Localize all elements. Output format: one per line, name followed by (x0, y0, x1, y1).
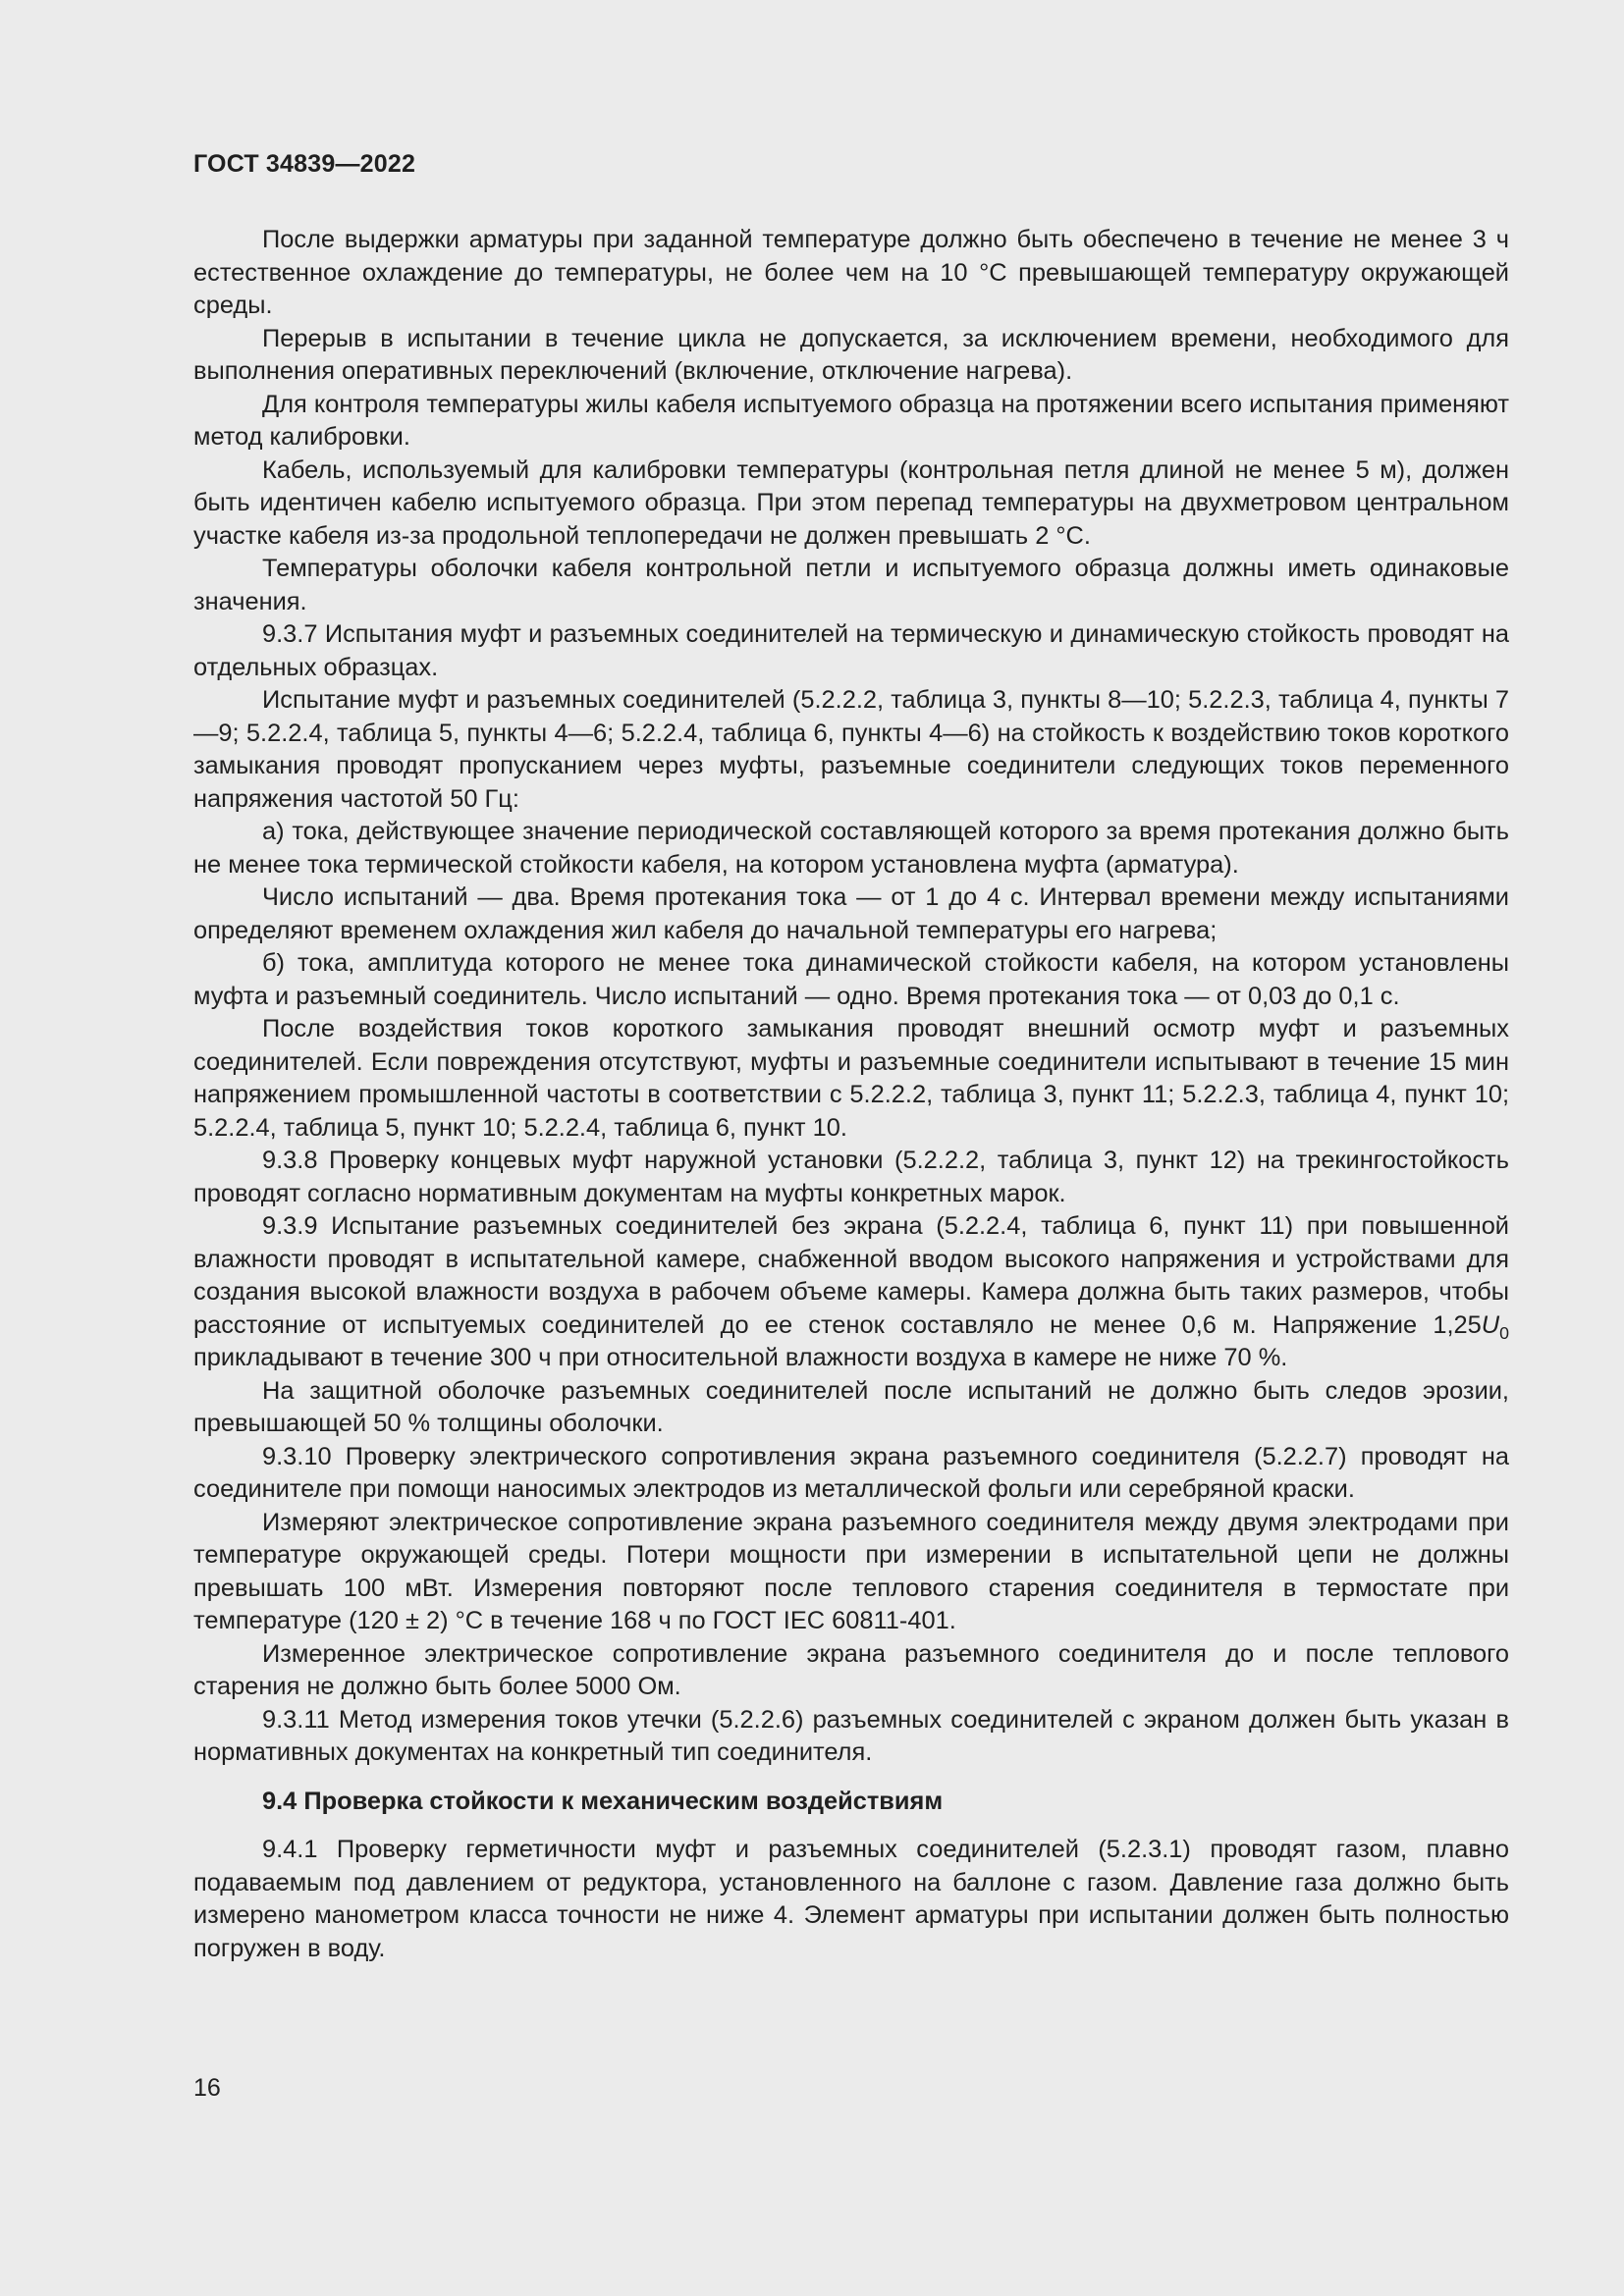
paragraph-resistance-limit: Измеренное электрическое сопротивление экрана разъемного соединителя до и после теплового старения не должно быть более 5000 Ом. (193, 1639, 1509, 1700)
paragraph-cooling: После выдержки арматуры при заданной температуре должно быть обеспечено в течение не менее 3 ч естественное охлаждение до температуры, не более чем на 10 °С превышающей температуру окружающей среды. (193, 226, 1509, 319)
paragraph-9-3-9-text-after: прикладывают в течение 300 ч при относительной влажности воздуха в камере не ниже 70 %. (193, 1344, 1288, 1371)
page-header-doc-code: ГОСТ 34839—2022 (193, 150, 416, 178)
paragraph-resistance-measurement: Измеряют электрическое сопротивление экрана разъемного соединителя между двумя электродами при температуре окружающей среды. Потери мощности при измерении в испытательной цепи не должны превышать 100 мВт. Измерения повторяют после теплового старения соединителя в термостате при температуре (120 ± 2) °С в течение 168 ч по ГОСТ IEC 60811-401. (193, 1508, 1509, 1634)
paragraph-9-3-7: 9.3.7 Испытания муфт и разъемных соединителей на термическую и динамическую стойкость проводят на отдельных образцах. (193, 620, 1509, 681)
paragraph-9-3-10: 9.3.10 Проверку электрического сопротивления экрана разъемного соединителя (5.2.2.7) проводят на соединителе при помощи наносимых электродов из металлической фольги или серебряной краски. (193, 1442, 1509, 1503)
voltage-symbol: U (1481, 1310, 1500, 1339)
paragraph-sheath-temperatures: Температуры оболочки кабеля контрольной петли и испытуемого образца должны иметь одинаковые значения. (193, 555, 1509, 615)
paragraph-short-circuit-test: Испытание муфт и разъемных соединителей (5.2.2.2, таблица 3, пункты 8—10; 5.2.2.3, таблица 4, пункты 7—9; 5.2.2.4, таблица 5, пункты 4—6; 5.2.2.4, таблица 6, пункты 4—6) на стойкость к воздействию токов короткого замыкания проводят пропусканием через муфты, разъемные соединители следующих токов переменного напряжения частотой 50 Гц: (193, 686, 1509, 813)
list-item-b: б) тока, амплитуда которого не менее тока динамической стойкости кабеля, на котором установлены муфта и разъемный соединитель. Число испытаний — одно. Время протекания тока — от 0,03 до 0,1 с. (193, 949, 1509, 1010)
document-body (193, 224, 1509, 1965)
page-number: 16 (193, 2074, 221, 2102)
voltage-subscript: 0 (1499, 1322, 1509, 1343)
paragraph-visual-inspection: После воздействия токов короткого замыкания проводят внешний осмотр муфт и разъемных соединителей. Если повреждения отсутствуют, муфты и разъемные соединители испытывают в течение 15 мин напряжением промышленной частоты в соответствии с 5.2.2.2, таблица 3, пункт 11; 5.2.2.3, таблица 4, пункт 10; 5.2.2.4, таблица 5, пункт 10; 5.2.2.4, таблица 6, пункт 10. (193, 1015, 1509, 1142)
paragraph-9-3-11: 9.3.11 Метод измерения токов утечки (5.2.2.6) разъемных соединителей с экраном должен быть указан в нормативных документах на конкретный тип соединителя. (193, 1705, 1509, 1766)
list-item-a: а) тока, действующее значение периодической составляющей которого за время протекания должно быть не менее тока термической стойкости кабеля, на котором установлена муфта (арматура). (193, 818, 1509, 879)
paragraph-test-count-two: Число испытаний — два. Время протекания тока — от 1 до 4 с. Интервал времени между испытаниями определяют временем охлаждения жил кабеля до начальной температуры его нагрева; (193, 883, 1509, 944)
paragraph-9-3-8: 9.3.8 Проверку концевых муфт наружной установки (5.2.2.2, таблица 3, пункт 12) на трекингостойкость проводят согласно нормативным документам на муфты конкретных марок. (193, 1147, 1509, 1207)
section-heading-9-4: 9.4 Проверка стойкости к механическим воздействиям (262, 1787, 944, 1815)
paragraph-temperature-control: Для контроля температуры жилы кабеля испытуемого образца на протяжении всего испытания применяют метод калибровки. (193, 390, 1509, 451)
paragraph-break-in-test: Перерыв в испытании в течение цикла не допускается, за исключением времени, необходимого для выполнения оперативных переключений (включение, отключение нагрева). (193, 324, 1509, 385)
paragraph-calibration-cable: Кабель, используемый для калибровки температуры (контрольная петля длиной не менее 5 м), должен быть идентичен кабелю испытуемого образца. При этом перепад температуры на двухметровом центральном участке кабеля из-за продольной теплопередачи не должен превышать 2 °С. (193, 455, 1509, 550)
paragraph-9-3-9-text-before: 9.3.9 Испытание разъемных соединителей без экрана (5.2.2.4, таблица 6, пункт 11) при повышенной влажности проводят в испытательной камере, снабженной вводом высокого напряжения и устройствами для создания высокой влажности воздуха в рабочем объеме камеры. Камера должна быть таких размеров, чтобы расстояние от испытуемых соединителей до ее стенок составляло не менее 0,6 м. Напряжение 1,25 (193, 1212, 1509, 1339)
paragraph-9-4-1: 9.4.1 Проверку герметичности муфт и разъемных соединителей (5.2.3.1) проводят газом, плавно подаваемым под давлением от редуктора, установленного на баллоне с газом. Давление газа должно быть измерено манометром класса точности не ниже 4. Элемент арматуры при испытании должен быть полностью погружен в воду. (193, 1836, 1509, 1962)
paragraph-erosion: На защитной оболочке разъемных соединителей после испытаний не должно быть следов эрозии, превышающей 50 % толщины оболочки. (193, 1376, 1509, 1437)
paragraph-9-3-9 (193, 1210, 1509, 1375)
